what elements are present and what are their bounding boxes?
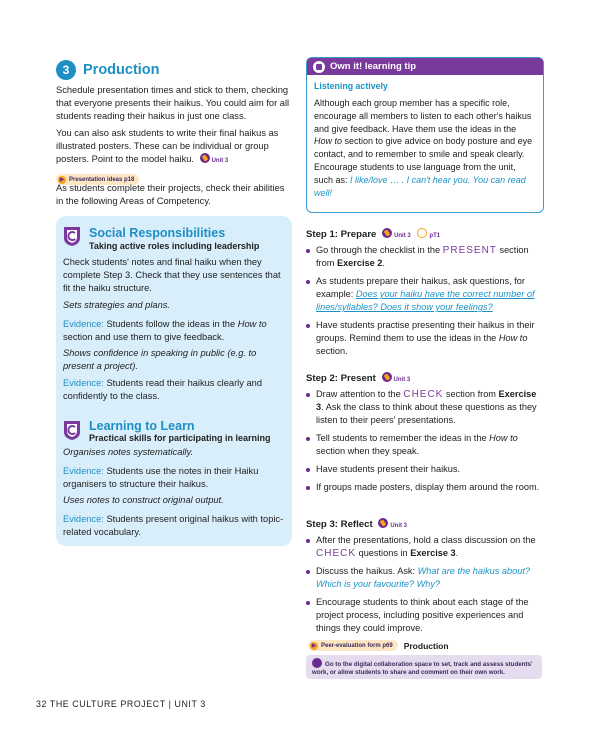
step-1 (306, 228, 542, 363)
shield-icon (63, 420, 81, 446)
evidence-label: Evidence: (63, 514, 104, 524)
social-evidence-2 (63, 377, 285, 403)
bullet-text: Discuss the haikus. Ask: (316, 566, 416, 576)
learning-descriptor-1: Organises notes systematically. (63, 447, 194, 457)
step-3-heading-row (306, 518, 542, 530)
bullet-text: Encourage students to think about each stage of the project process, including positive experiences and things they could improve. (316, 597, 529, 633)
evidence-label: Evidence: (63, 319, 104, 329)
step-1-unit-ref[interactable]: Unit 3 (394, 233, 411, 239)
evidence-label: Evidence: (63, 378, 104, 388)
step-1-bullet-1 (306, 244, 542, 270)
step-2-bullet-1 (306, 388, 542, 427)
tip-icon (313, 61, 325, 73)
learning-descriptor-2: Uses notes to construct original output. (63, 495, 224, 505)
step-2-unit-ref[interactable]: Unit 3 (393, 377, 411, 383)
step-3-heading: Step 3: Reflect (306, 519, 373, 530)
bullet-text: Go through the checklist in the (316, 245, 441, 255)
bullet-caps: CHECK (316, 548, 357, 559)
learning-evidence-1 (63, 465, 285, 491)
competency-subtitle-social: Taking active roles including leadership (89, 241, 260, 251)
bullet-text: Have students present their haikus. (316, 464, 461, 474)
arrow-right-icon: ▶ (311, 643, 317, 649)
tip-body-italic: How to (314, 136, 343, 147)
bullet-text: section from (445, 389, 496, 399)
bullet-caps: CHECK (403, 389, 444, 400)
step-3-bullet-1 (306, 534, 542, 560)
left-paragraph-2-text: You can also ask students to write their final haikus as illustrated posters. These can be individual or group posters. Point to the model haiku. (56, 128, 279, 165)
step-3-bullet-2 (306, 565, 542, 591)
evidence-text: Students use the notes in their Haiku organisers to structure their haikus. (63, 466, 259, 490)
step-1-bullet-3 (306, 319, 542, 358)
unit-icon (382, 372, 392, 382)
digital-note-text: Go to the digital collaboration space to set, track and assess students' work, or allow students to share and comment on their own work. (312, 661, 533, 677)
step-3 (306, 518, 542, 640)
bullet-bold: Exercise 2 (336, 258, 383, 268)
learning-tip-header (307, 58, 543, 75)
evidence-italic: How to (237, 319, 267, 329)
tip-body-a: Although each group member has a specific role, encourage all members to listen to each other's haikus and give feedback. Have them use the ideas in the (314, 98, 532, 134)
bullet-text: section. (316, 346, 348, 356)
digital-icon (312, 658, 322, 668)
page-footer: 32 THE CULTURE PROJECT | UNIT 3 (36, 699, 206, 709)
bullet-caps: PRESENT (442, 245, 497, 256)
step-2-bullet-3 (306, 463, 542, 476)
bullet-text: Draw attention to the (316, 389, 401, 399)
evidence-text: Students read their haikus clearly and confidently to the class. (63, 378, 262, 402)
arrow-right-icon: ▶ (59, 177, 65, 183)
social-evidence-1 (63, 318, 285, 344)
social-descriptor-2: Shows confidence in speaking in public (e.g. to present a project). (63, 348, 257, 372)
peer-production-label: Production (403, 640, 449, 651)
peer-evaluation-row (308, 640, 449, 651)
bullet-bold: Exercise 3 (410, 548, 456, 558)
bullet-text: . (455, 548, 459, 558)
left-paragraph-3: As students complete their projects, check their abilities in the following Areas of Competency. (56, 183, 285, 207)
bullet-italic: How to (489, 433, 518, 443)
bullet-text: . Ask the class to think about these questions as they listen to their peers' presentations. (316, 402, 537, 425)
evidence-text: Students present original haikus with topic-related vocabulary. (63, 514, 284, 538)
bullet-text: Tell students to remember the ideas in the (316, 433, 487, 443)
evidence-end: section and use them to give feedback. (63, 332, 225, 343)
evidence-label: Evidence: (63, 466, 104, 476)
peer-evaluation-label: Peer-evaluation form p69 (321, 642, 393, 649)
bullet-text: questions in (358, 548, 408, 558)
unit-reference[interactable]: Unit 3 (211, 158, 229, 165)
bullet-text: If groups made posters, display them around the room. (316, 482, 540, 492)
clock-icon (417, 228, 427, 238)
bullet-italic: How to (498, 333, 528, 343)
shield-icon (63, 226, 81, 252)
bullet-text: section when they speak. (316, 446, 420, 456)
bullet-text: section from (316, 245, 529, 268)
bullet-text: After the presentations, hold a class discussion on the (316, 535, 536, 545)
learning-evidence-2 (63, 513, 285, 539)
step-1-bullet-2 (306, 275, 542, 314)
step-1-page-ref[interactable]: pT1 (429, 233, 441, 239)
step-3-unit-ref[interactable]: Unit 3 (390, 523, 407, 529)
social-intro: Check students' notes and final haiku when they complete Step 3. Check that they use sentences that fit the haiku structure. (63, 257, 281, 294)
tip-body-quote: I like/love … . I can't hear you. You can read well! (314, 174, 526, 198)
unit-icon (200, 153, 210, 163)
step-2-bullet-4 (306, 481, 542, 494)
step-2-heading-row (306, 372, 542, 384)
bullet-text: . (382, 258, 385, 268)
digital-collaboration-note (306, 655, 542, 679)
learning-tip-header-text: Own it! learning tip (330, 61, 417, 72)
unit-icon (378, 518, 388, 528)
evidence-text: Students follow the ideas in the (106, 319, 236, 329)
section-heading (56, 60, 160, 80)
competency-title-social: Social Responsibilities (89, 226, 226, 240)
left-paragraph-1: Schedule presentation times and stick to them, checking that everyone presents their haikus. You could aim for all students reading their haikus in just one class. (56, 85, 290, 122)
bullet-text: As students prepare their haikus, ask questions, for example: (316, 276, 525, 299)
competency-subtitle-learning: Practical skills for participating in learning (89, 433, 271, 443)
learning-tip-title: Listening actively (314, 81, 388, 91)
tip-body-b: section to give advice on body posture and eye contact, and to remember to smile and speak clearly. Encourage students to use language from the unit, such as: (314, 136, 533, 185)
peer-evaluation-pill[interactable] (308, 640, 398, 651)
step-1-heading-row (306, 228, 542, 240)
step-2 (306, 372, 542, 499)
presentation-ideas-label: Presentation ideas p18 (69, 176, 135, 183)
step-2-bullet-2 (306, 432, 542, 458)
bullet-question: Does your haiku have the correct number of lines/syllables? Does it show your feelings? (316, 289, 535, 312)
unit-icon (382, 228, 392, 238)
step-1-heading: Step 1: Prepare (306, 229, 377, 240)
step-3-bullet-3 (306, 596, 542, 635)
social-descriptor-1: Sets strategies and plans. (63, 300, 170, 310)
learning-tip-box (306, 57, 544, 213)
learning-tip-body (314, 97, 536, 199)
step-2-heading: Step 2: Present (306, 373, 376, 384)
bullet-text: Have students practise presenting their haikus in their groups. Remind them to use the ideas in the (316, 320, 535, 343)
bullet-question: What are the haikus about? Which is your favourite? Why? (316, 566, 530, 589)
competency-title-learning: Learning to Learn (89, 419, 195, 433)
section-number: 3 (56, 60, 76, 80)
bullet-bold: Exercise 3 (316, 389, 537, 412)
section-title: Production (83, 62, 160, 78)
left-paragraph-2 (56, 127, 290, 169)
